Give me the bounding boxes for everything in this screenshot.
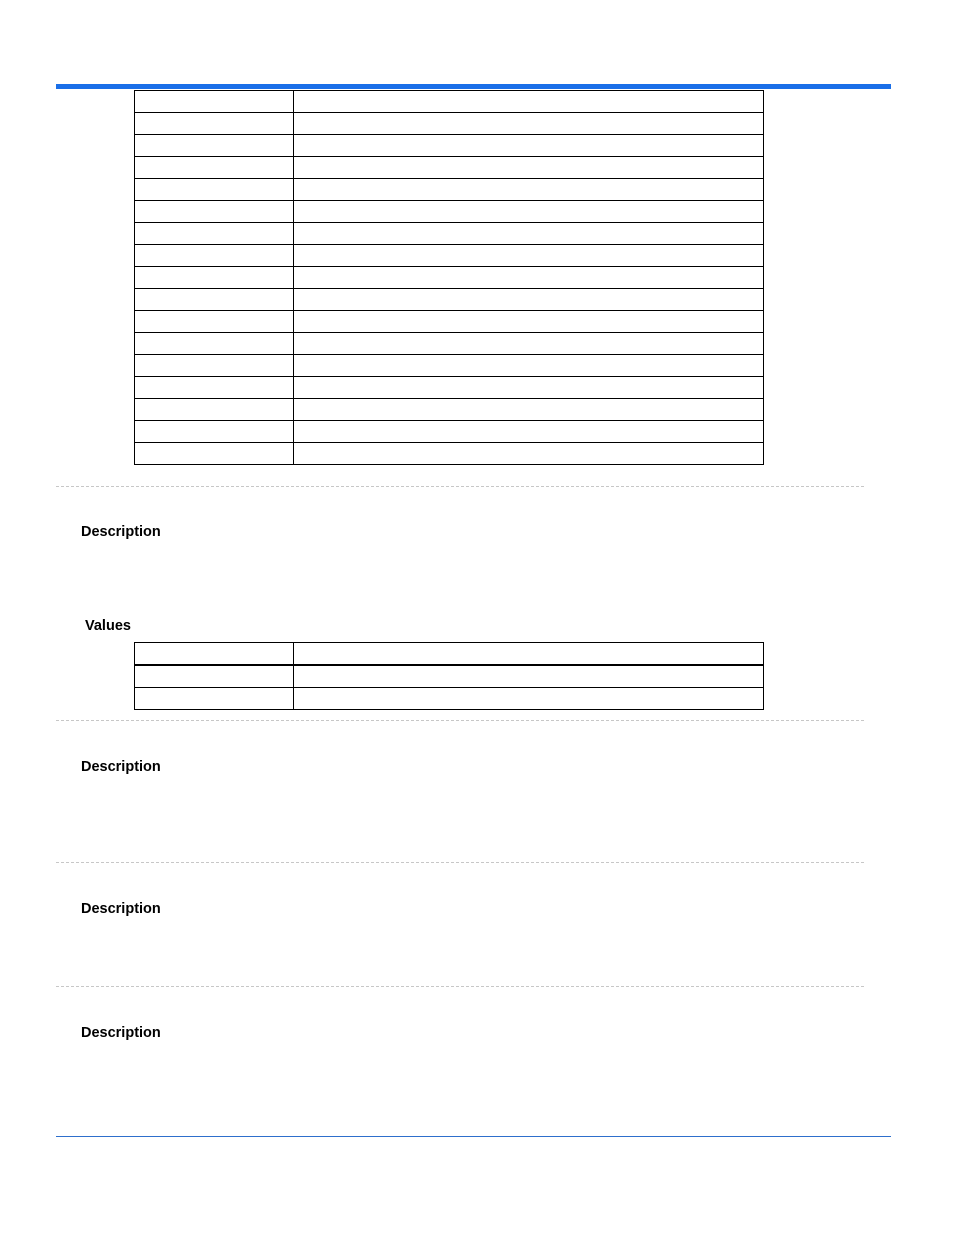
section-divider — [56, 862, 864, 863]
section-1-description-heading: Description — [81, 524, 161, 540]
parameter-table-cell — [294, 135, 764, 157]
parameter-table-cell — [294, 443, 764, 465]
section-4-description-heading: Description — [81, 1025, 161, 1041]
parameter-table-row — [135, 223, 764, 245]
parameter-table-cell — [135, 421, 294, 443]
parameter-table-cell — [294, 113, 764, 135]
parameter-table-cell — [135, 245, 294, 267]
parameter-table-row — [135, 377, 764, 399]
parameter-table — [134, 90, 764, 465]
parameter-table-row — [135, 135, 764, 157]
section-divider — [56, 720, 864, 721]
parameter-table-cell — [294, 179, 764, 201]
parameter-table-row — [135, 355, 764, 377]
parameter-table-row — [135, 179, 764, 201]
parameter-table-cell — [135, 267, 294, 289]
section-2-description-heading: Description — [81, 759, 161, 775]
parameter-table-row — [135, 333, 764, 355]
parameter-table-cell — [135, 91, 294, 113]
parameter-table-cell — [294, 157, 764, 179]
parameter-table-cell — [135, 135, 294, 157]
parameter-table-cell — [135, 399, 294, 421]
parameter-table-cell — [135, 443, 294, 465]
parameter-table-cell — [135, 157, 294, 179]
section-divider — [56, 986, 864, 987]
values-table-cell — [294, 688, 764, 710]
parameter-table-row — [135, 289, 764, 311]
parameter-table-row — [135, 245, 764, 267]
parameter-table-cell — [294, 421, 764, 443]
parameter-table-cell — [294, 201, 764, 223]
parameter-table-cell — [294, 223, 764, 245]
parameter-table-cell — [135, 179, 294, 201]
parameter-table-row — [135, 267, 764, 289]
parameter-table-cell — [294, 399, 764, 421]
values-table-cell — [294, 643, 764, 666]
values-table — [134, 642, 764, 710]
values-table-row — [135, 643, 764, 666]
values-table-row — [135, 688, 764, 710]
parameter-table-cell — [135, 333, 294, 355]
parameter-table-row — [135, 113, 764, 135]
parameter-table-row — [135, 201, 764, 223]
parameter-table-cell — [294, 355, 764, 377]
values-table-cell — [135, 665, 294, 688]
values-table-row — [135, 665, 764, 688]
footer-rule — [56, 1136, 891, 1137]
header-accent-rule — [56, 84, 891, 89]
parameter-table-cell — [294, 245, 764, 267]
parameter-table-row — [135, 157, 764, 179]
parameter-table-cell — [135, 355, 294, 377]
parameter-table-cell — [294, 333, 764, 355]
values-table-cell — [294, 665, 764, 688]
parameter-table-cell — [294, 377, 764, 399]
parameter-table-cell — [294, 311, 764, 333]
parameter-table-row — [135, 91, 764, 113]
parameter-table-cell — [135, 377, 294, 399]
values-table-cell — [135, 688, 294, 710]
parameter-table-cell — [294, 267, 764, 289]
parameter-table-cell — [135, 289, 294, 311]
parameter-table-cell — [135, 311, 294, 333]
section-divider — [56, 486, 864, 487]
parameter-table-cell — [294, 289, 764, 311]
parameter-table-cell — [135, 113, 294, 135]
parameter-table-row — [135, 443, 764, 465]
section-3-description-heading: Description — [81, 901, 161, 917]
parameter-table-cell — [135, 201, 294, 223]
section-1-values-heading: Values — [85, 618, 131, 634]
parameter-table-row — [135, 399, 764, 421]
parameter-table-cell — [135, 223, 294, 245]
parameter-table-row — [135, 311, 764, 333]
parameter-table-row — [135, 421, 764, 443]
values-table-cell — [135, 643, 294, 666]
parameter-table-cell — [294, 91, 764, 113]
